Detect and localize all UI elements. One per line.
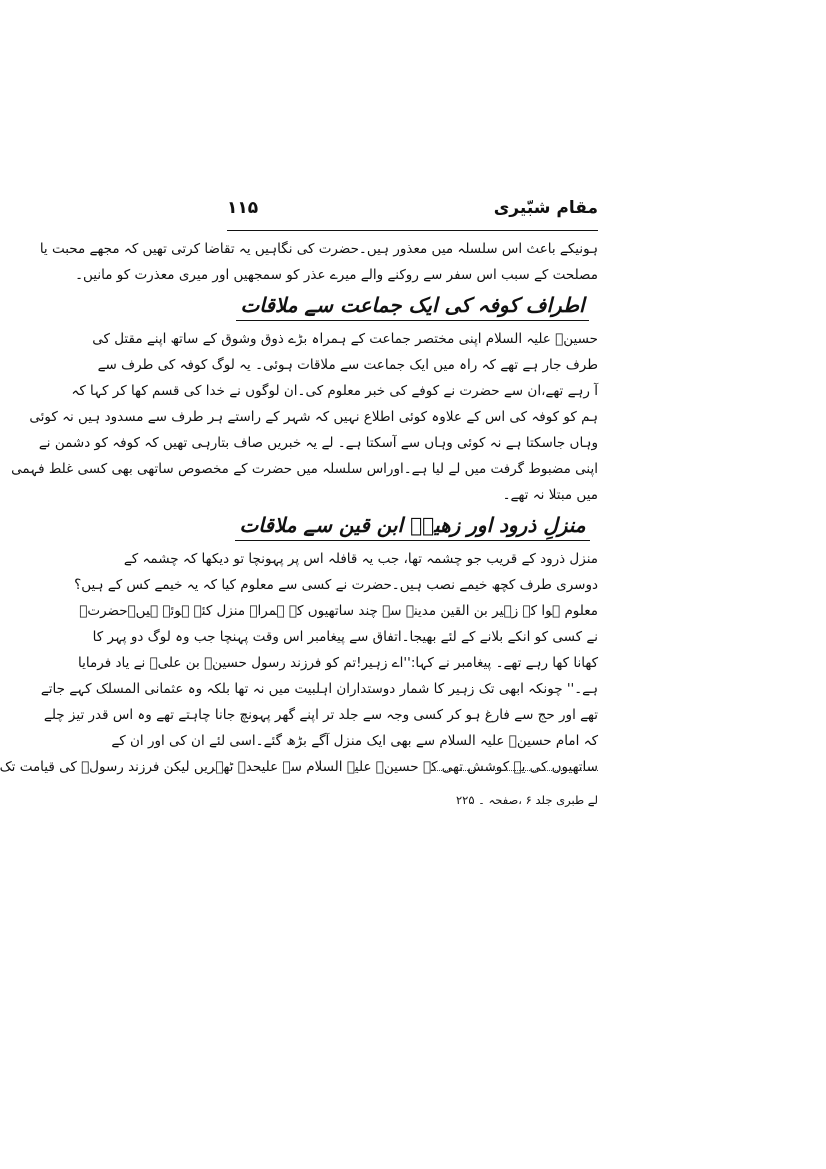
section-heading <box>227 288 598 326</box>
text-line: ہونیکے باعث اس سلسلہ میں معذور ہیں۔حضرت کی نگاہیں یہ تقاضا کرتی تھیں کہ مجھے محبت یا <box>39 241 598 257</box>
text-line: وہاں جاسکتا ہے نہ کوئی وہاں سے آسکتا ہے۔ لے یہ خبریں صاف بتارہی تھیں کہ کوفہ کو دشمن نے <box>38 435 598 451</box>
text-line: معلوم ہوا کہ زہیر بن القین مدینہ سے چند ساتھیوں کے ہمراہ منزل کئے ہوئے ہیں۔حضرتؑ <box>79 603 598 619</box>
text-line: حسینؑ علیہ السلام اپنی مختصر جماعت کے ہمراہ بڑے ذوق وشوق کے ساتھ اپنے مقتل کی <box>92 331 598 347</box>
text-line: مصلحت کے سبب اس سفر سے روکنے والے میرے عذر کو سمجھیں اور میری معذرت کو مانیں۔ <box>75 267 598 283</box>
text-line: ہے۔'' چونکہ ابھی تک زہیر کا شمار دوستداران اہلبیت میں نہ تھا بلکہ وہ عثمانی المسلک کہے جاتے <box>40 681 598 697</box>
footnote-separator <box>432 770 598 771</box>
text-line: میں مبتلا نہ تھے۔ <box>502 487 598 503</box>
text-line: آ رہے تھے،ان سے حضرت نے کوفے کی خبر معلوم کی۔ان لوگوں نے خدا کی قسم کھا کر کہا کہ <box>71 383 598 399</box>
footnote <box>227 790 598 810</box>
book-title: مقام شبّیری <box>493 198 598 218</box>
text-line: کہ امام حسینؑ علیہ السلام سے بھی ایک منزل آگے بڑھ گئے۔اسی لئے ان کی اور ان کے <box>111 733 598 749</box>
section-heading <box>227 508 598 546</box>
text-line: اپنی مضبوط گرفت میں لے لیا ہے۔اوراس سلسلہ میں حضرت کے مخصوص ساتھی بھی کسی غلط فہمی <box>11 461 598 477</box>
text-line: ہم کو کوفہ کی اس کے علاوہ کوئی اطلاع نہیں کہ شہر کے راستے ہر طرف سے مسدود ہیں نہ کوئی <box>29 409 598 425</box>
page-number: ۱۱۵ <box>227 198 259 218</box>
section-heading-text: اطراف کوفہ کی ایک جماعت سے ملاقات <box>236 290 588 321</box>
page-header <box>227 198 598 228</box>
header-rule <box>227 230 598 231</box>
text-line: کھانا کھا رہے تھے۔ پیغامبر نے کہا:''اے زہیر!تم کو فرزند رسول حسینؑ بن علیؑ نے یاد فرمایا <box>78 655 598 671</box>
footnote-marker: لے <box>587 793 598 807</box>
text-line: منزل ذرود کے قریب جو چشمہ تھا، جب یہ قافلہ اس پر پہونچا تو دیکھا کہ چشمہ کے <box>123 551 598 567</box>
footnote-text: طبری جلد ۶ ،صفحہ ۔ ۲۲۵ <box>455 793 585 807</box>
text-line: تھے اور حج سے فارغ ہو کر کسی وجہ سے جلد تر اپنے گھر پہونچ جانا چاہتے تھے وہ اس قدر تیز چلے <box>43 707 598 723</box>
text-line: ساتھیوں کی یہ کوشش تھی کہ حسینؑ علیہ السلام سے علیحدہ ٹھہریں لیکن فرزند رسولؐ کی قیامت تک <box>0 759 598 775</box>
text-line: طرف جار ہے تھے کہ راہ میں ایک جماعت سے ملاقات ہوئی۔ یہ لوگ کوفہ کی طرف سے <box>97 357 598 373</box>
section-heading-text: منزلِ ذرود اور زھیرؓ ابن قین سے ملاقات <box>235 510 589 541</box>
text-line: دوسری طرف کچھ خیمے نصب ہیں۔حضرت نے کسی سے معلوم کیا کہ یہ خیمے کس کے ہیں؟ <box>74 577 598 593</box>
text-line: نے کسی کو انکے بلانے کے لئے بھیجا۔اتفاق سے پیغامبر اس وقت پہنچا جب وہ لوگ دو پہر کا <box>92 629 598 645</box>
body-text <box>0 236 598 780</box>
